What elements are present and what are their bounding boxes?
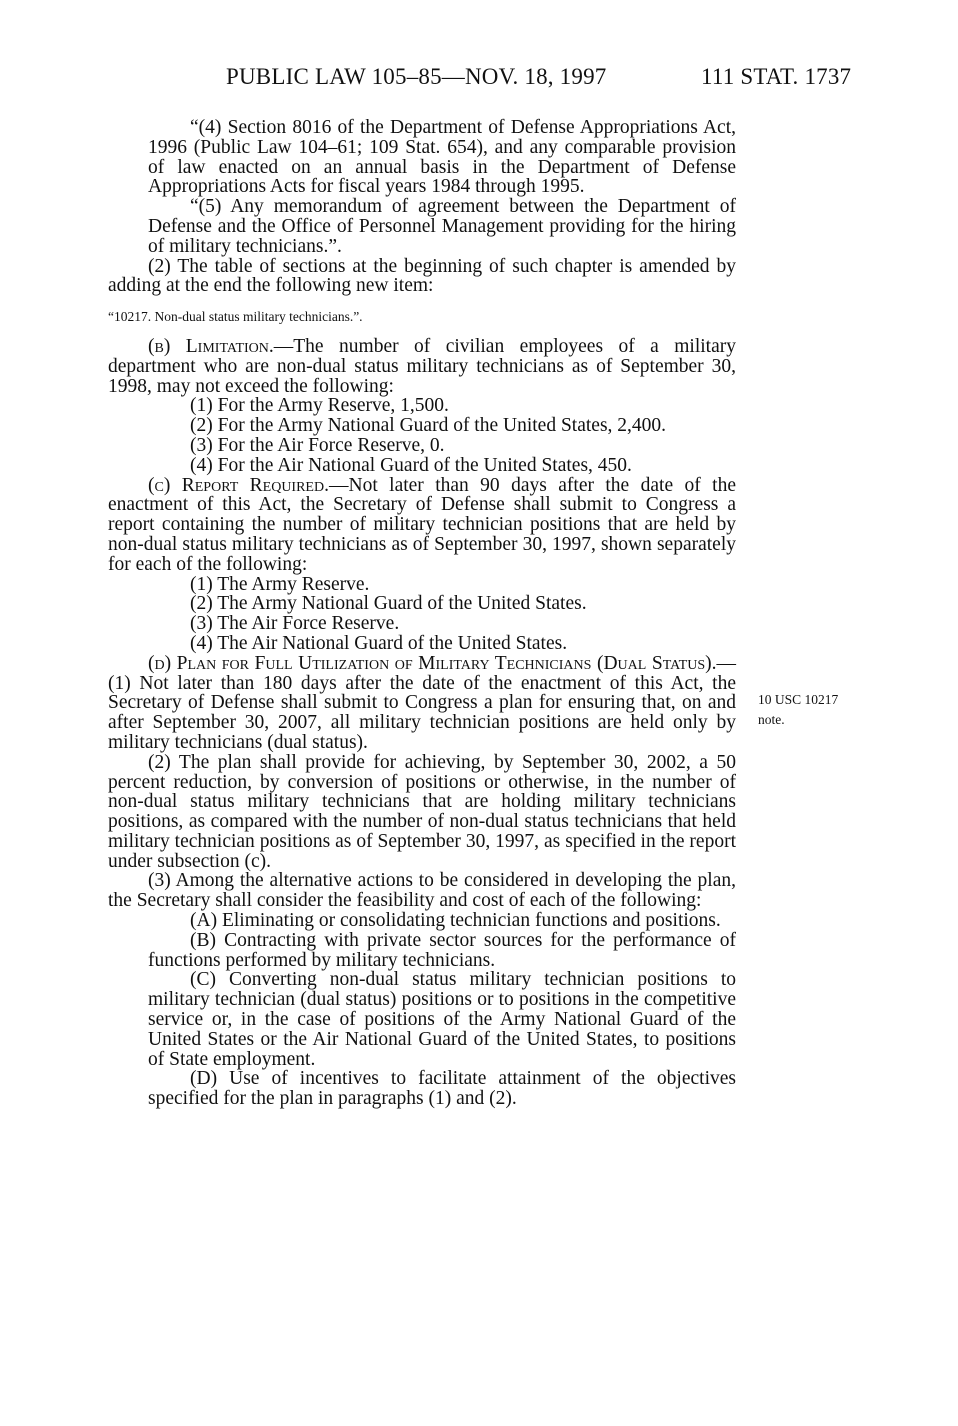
paragraph-b-text: —The number of civilian employees of a military department who are non-dual status military technicians as of September 30, 1998, may not exceed the following: xyxy=(108,335,737,397)
list-item-b2: (2) For the Army National Guard of the United States, 2,400. xyxy=(190,415,667,437)
list-item-dC: (C) Converting non-dual status military technician positions to military technician (dual status) positions or to positions in the competitive service or, in the case of positions of the Army National Guard of the United States or the Air National Guard of the United States, to positions of State employment. xyxy=(148,969,736,1070)
table-item: “10217. Non-dual status military technicians.”. xyxy=(108,309,363,325)
list-item-b3: (3) For the Air Force Reserve, 0. xyxy=(190,434,445,456)
heading-limitation: (b) Limitation. xyxy=(148,335,274,357)
paragraph-d-text: —(1) Not later than 180 days after the date of the enactment of this Act, the Secretary of Defense shall submit to Congress a plan for ensuring that, on and after September 30, 2007, all military technician positions are held only by military technicians (dual status). xyxy=(108,652,736,753)
margin-note xyxy=(758,690,868,730)
list-item-c1: (1) The Army Reserve. xyxy=(190,573,370,595)
paragraph-d2: (2) The plan shall provide for achieving, by September 30, 2002, a 50 percent reduction, by conversion of positions or otherwise, in the number of non-dual status military technicians that are holding military technicians positions, as compared with the number of non-dual status technicians that held military technician positions as of September 30, 1997, as specified in the report under subsection (c). xyxy=(108,751,736,872)
list-item-c4: (4) The Air National Guard of the United States. xyxy=(190,632,568,654)
heading-plan: (d) Plan for Full Utilization of Military Technicians (Dual Status). xyxy=(148,652,717,674)
list-item-b4: (4) For the Air National Guard of the United States, 450. xyxy=(190,454,632,476)
list-item-c3: (3) The Air Force Reserve. xyxy=(190,613,400,635)
margin-note-suffix: note. xyxy=(758,712,785,727)
list-item-dD: (D) Use of incentives to facilitate attainment of the objectives specified for the plan in paragraphs (1) and (2). xyxy=(148,1068,736,1110)
paragraph-quoted-5: “(5) Any memorandum of agreement between the Department of Defense and the Office of Personnel Management providing for the hiring of military technicians.”. xyxy=(148,196,736,257)
paragraph-b xyxy=(108,337,736,396)
paragraph-d xyxy=(108,654,736,753)
list-item-dA: (A) Eliminating or consolidating technician functions and positions. xyxy=(190,910,721,932)
paragraph-c xyxy=(108,476,736,575)
document-body xyxy=(108,118,736,1109)
page-header-stat: 111 STAT. 1737 xyxy=(701,64,852,89)
list-item-dB: (B) Contracting with private sector sources for the performance of functions performed by military technicians. xyxy=(148,929,736,971)
list-item-b1: (1) For the Army Reserve, 1,500. xyxy=(190,395,449,417)
paragraph-c-text: —Not later than 90 days after the date of the enactment of this Act, the Secretary of Defense shall submit to Congress a report containing the number of military technician positions that are held by non-dual status military technicians as of September 30, 1997, shown separately for each of the following: xyxy=(108,474,736,575)
margin-note-citation: 10 USC 10217 xyxy=(758,692,839,707)
list-item-c2: (2) The Army National Guard of the United States. xyxy=(190,593,587,615)
paragraph-d3: (3) Among the alternative actions to be considered in developing the plan, the Secretary shall consider the feasibility and cost of each of the following: xyxy=(108,870,736,912)
paragraph-quoted-4: “(4) Section 8016 of the Department of Defense Appropriations Act, 1996 (Public Law 104–61; 109 Stat. 654), and any comparable provision of law enacted on an annual basis in the Department of Defense Appropriations Acts for fiscal years 1984 through 1995. xyxy=(148,117,736,198)
page-header-title: PUBLIC LAW 105–85—NOV. 18, 1997 xyxy=(226,64,607,89)
paragraph-a2: (2) The table of sections at the beginning of such chapter is amended by adding at the end the following new item: xyxy=(108,255,736,297)
heading-report-required: (c) Report Required. xyxy=(148,474,329,496)
